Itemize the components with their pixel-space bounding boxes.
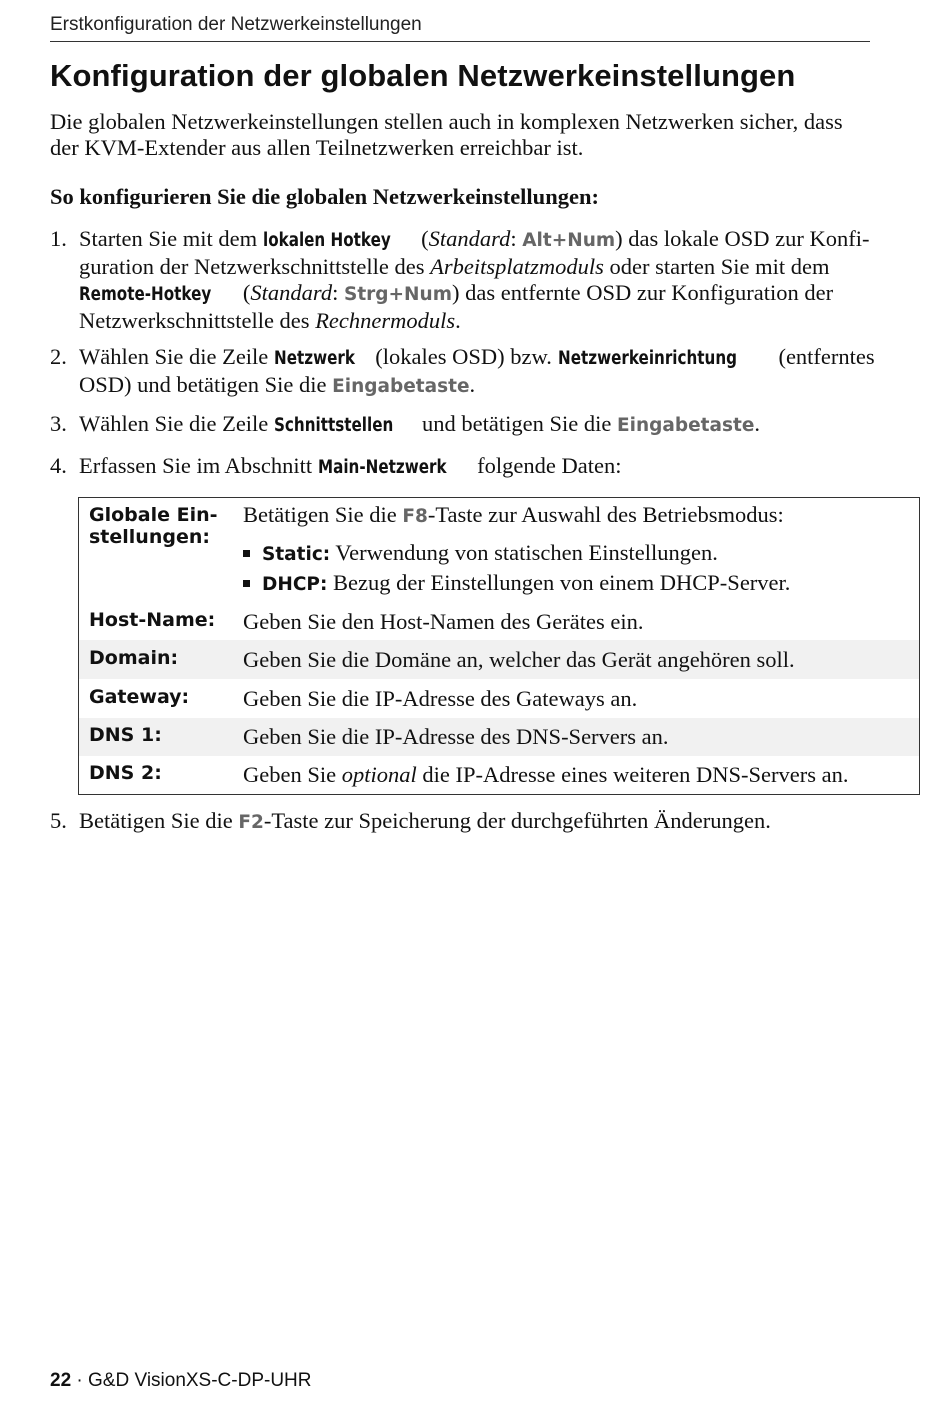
ui-term: Main-Netzwerk [317, 457, 447, 478]
step-text: Wählen Sie die Zeile Schnittstellen und betätigen Sie die Eingabetaste. [79, 411, 879, 439]
bullet-icon [243, 550, 250, 557]
step-text: Wählen Sie die Zeile Netzwerk (lokales OSD) bzw. Netzwerkeinrichtung (entferntes OSD) und betätigen Sie die Eingabetaste. [79, 344, 875, 397]
key-label: Strg+Num [344, 284, 452, 305]
key-label: Alt+Num [522, 230, 616, 251]
ui-term: Netzwerkeinrichtung [557, 348, 737, 369]
ui-term: Remote-Hotkey [79, 284, 212, 305]
running-header: Erstkonfiguration der Netzwerkeinstellungen [50, 14, 870, 42]
page-title: Konfiguration der globalen Netzwerkeinstellungen [50, 58, 796, 93]
list-item: Static: Verwendung von statischen Einstellungen. [243, 540, 718, 568]
ui-term: lokalen Hotkey [262, 230, 391, 251]
ui-term: Netzwerk [273, 348, 355, 369]
table-description: Geben Sie die IP-Adresse des Gateways an. [243, 686, 638, 711]
table-row [79, 718, 919, 756]
table-label: Host-Name: [89, 609, 216, 631]
step-text: Starten Sie mit dem lokalen Hotkey (Standard: Alt+Num) das lokale OSD zur Konfi- guration der Netzwerkschnittstelle des Arbeitsplatzmoduls oder starten Sie mit dem Remote-Hotkey (Standard: Strg+Num) das entfernte OSD zur Konfiguration der Netzwerkschnittstelle des Rechnermoduls. [79, 226, 870, 333]
procedure-title: So konfigurieren Sie die globalen Netzwerkeinstellungen: [50, 184, 599, 209]
step-number: 1. [50, 226, 67, 251]
step-text: Betätigen Sie die F2-Taste zur Speicherung der durchgeführten Änderungen. [79, 808, 771, 833]
step-text: Erfassen Sie im Abschnitt Main-Netzwerk folgende Daten: [79, 453, 879, 481]
list-item: DHCP: Bezug der Einstellungen von einem DHCP-Server. [243, 570, 790, 598]
table-description: Geben Sie den Host-Namen des Gerätes ein. [243, 609, 644, 634]
step-number: 4. [50, 453, 67, 478]
table-description: Geben Sie optional die IP-Adresse eines weiteren DNS-Servers an. [243, 762, 849, 787]
table-row [79, 679, 919, 718]
page-number: 22 [50, 1370, 72, 1391]
table-label: Domain: [89, 647, 179, 669]
step-number: 2. [50, 344, 67, 369]
table-label: Gateway: [89, 686, 190, 708]
product-name: G&D VisionXS-C-DP-UHR [88, 1370, 312, 1391]
table-description: Betätigen Sie die F8-Taste zur Auswahl des Betriebsmodus: Static: Verwendung von statischen Einstellungen. DHCP: Bezug der Einstellungen von einem DHCP-Server. [243, 502, 913, 530]
table-label: Globale Ein- stellungen: [89, 504, 218, 548]
table-description: Geben Sie die IP-Adresse des DNS-Servers an. [243, 724, 669, 749]
bullet-icon [243, 580, 250, 587]
key-label: F2 [238, 812, 264, 833]
page-footer: 22 · G&D VisionXS-C-DP-UHR [50, 1370, 312, 1391]
step-number: 3. [50, 411, 67, 436]
key-label: Eingabetaste [332, 376, 470, 397]
ui-term: Schnittstellen [273, 415, 394, 436]
settings-table [78, 497, 920, 795]
table-label: DNS 2: [89, 762, 162, 784]
intro-paragraph: Die globalen Netzwerkeinstellungen stellen auch in komplexen Netzwerken sicher, dass der KVM-Extender aus allen Teilnetzwerken erreichbar ist. [50, 109, 843, 160]
table-label: DNS 1: [89, 724, 162, 746]
key-label: Eingabetaste [616, 415, 755, 436]
table-row [79, 601, 919, 640]
table-row [79, 640, 919, 679]
table-description: Geben Sie die Domäne an, welcher das Gerät angehören soll. [243, 647, 795, 672]
key-label: F8 [402, 506, 428, 527]
table-row [79, 498, 919, 601]
table-row [79, 756, 919, 794]
step-number: 5. [50, 808, 67, 833]
